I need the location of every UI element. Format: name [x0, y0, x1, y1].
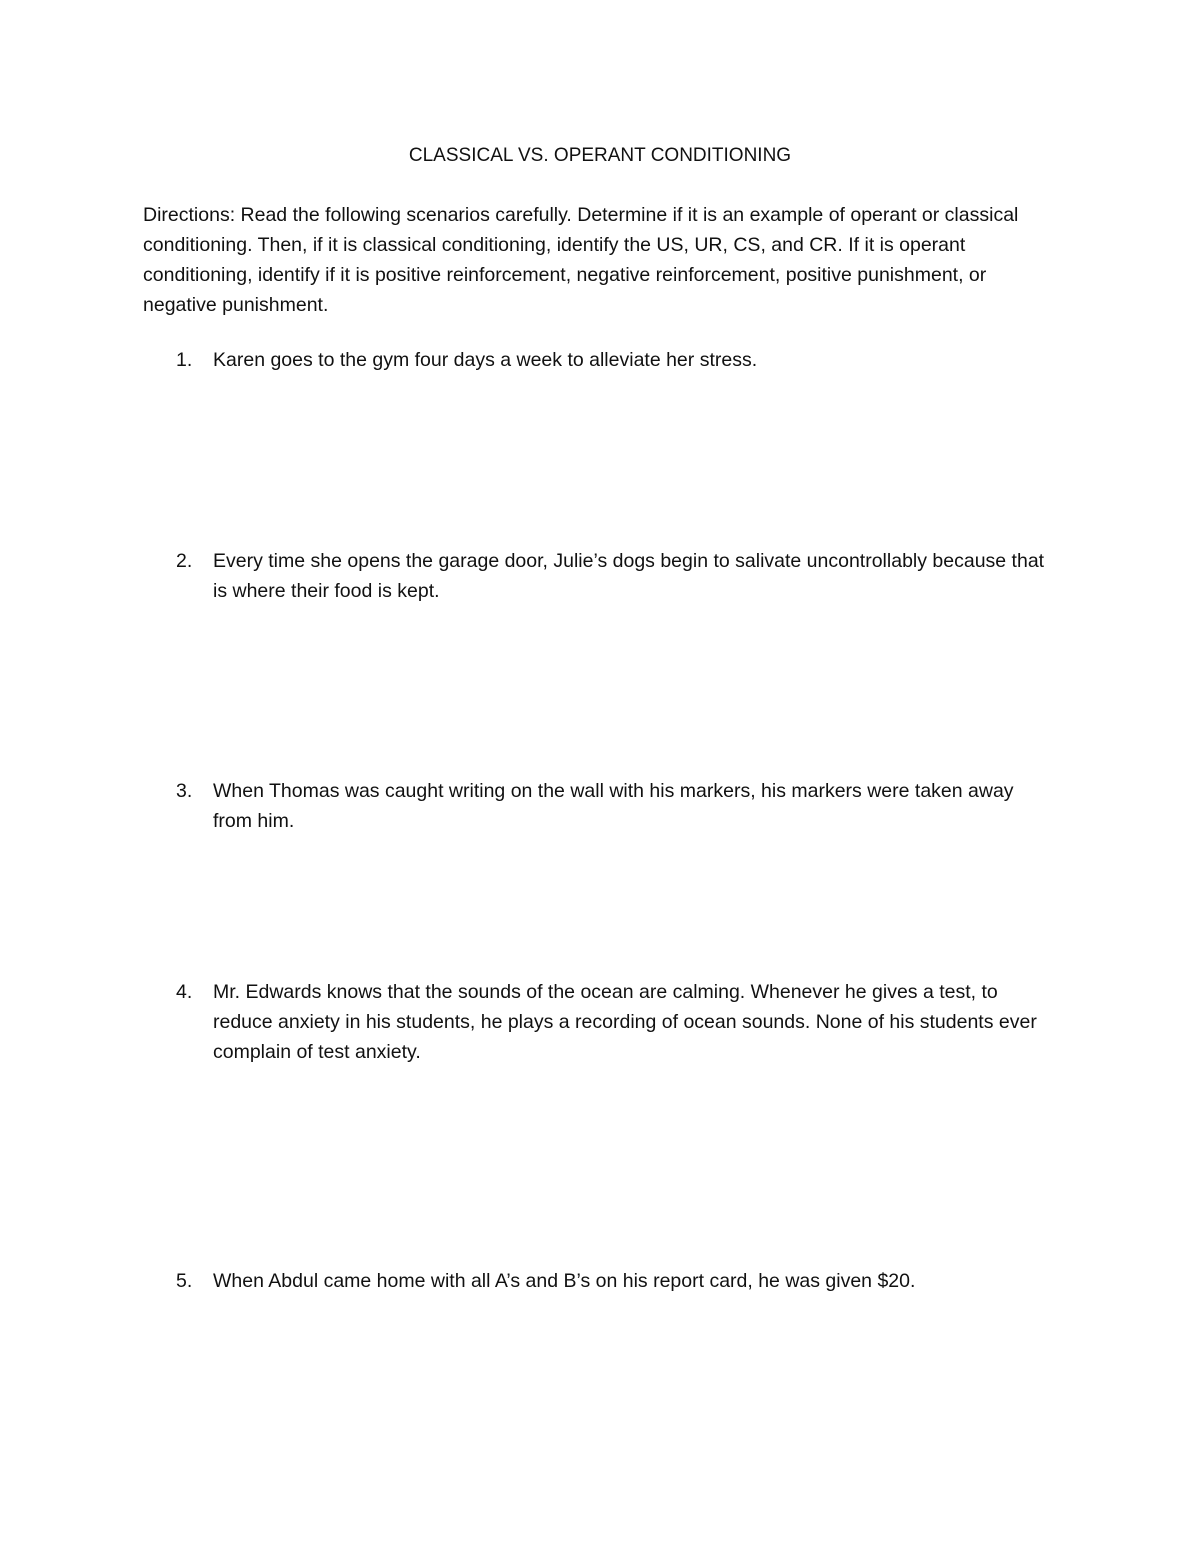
- question-item: [176, 345, 1056, 375]
- question-number: 1.: [176, 349, 193, 371]
- question-text: Every time she opens the garage door, Julie’s dogs begin to salivate uncontrollably because that is where their food is kept.: [213, 550, 1045, 602]
- question-text: Mr. Edwards knows that the sounds of the ocean are calming. Whenever he gives a test, to reduce anxiety in his students, he plays a recording of ocean sounds. None of his students ever complain of test anxiety.: [213, 981, 1037, 1063]
- question-number: 5.: [176, 1270, 193, 1292]
- directions-text: Directions: Read the following scenarios carefully. Determine if it is an example of operant or classical conditioning. Then, if it is classical conditioning, identify the US, UR, CS, and CR. If it is operant conditioning, identify if it is positive reinforcement, negative reinforcement, positive punishment, or negative punishment.: [143, 204, 1019, 316]
- question-item: [176, 546, 1056, 606]
- question-number: 4.: [176, 981, 193, 1003]
- directions-paragraph: [143, 200, 1063, 320]
- question-item: [176, 776, 1056, 836]
- question-number: 2.: [176, 550, 193, 572]
- question-item: [176, 1266, 1056, 1296]
- question-number: 3.: [176, 780, 193, 802]
- page-title: CLASSICAL VS. OPERANT CONDITIONING: [408, 145, 792, 166]
- question-text: When Abdul came home with all A’s and B’s on his report card, he was given $20.: [213, 1270, 916, 1292]
- question-item: [176, 977, 1056, 1067]
- question-text: When Thomas was caught writing on the wall with his markers, his markers were taken away from him.: [213, 780, 1014, 832]
- question-text: Karen goes to the gym four days a week to alleviate her stress.: [213, 349, 758, 371]
